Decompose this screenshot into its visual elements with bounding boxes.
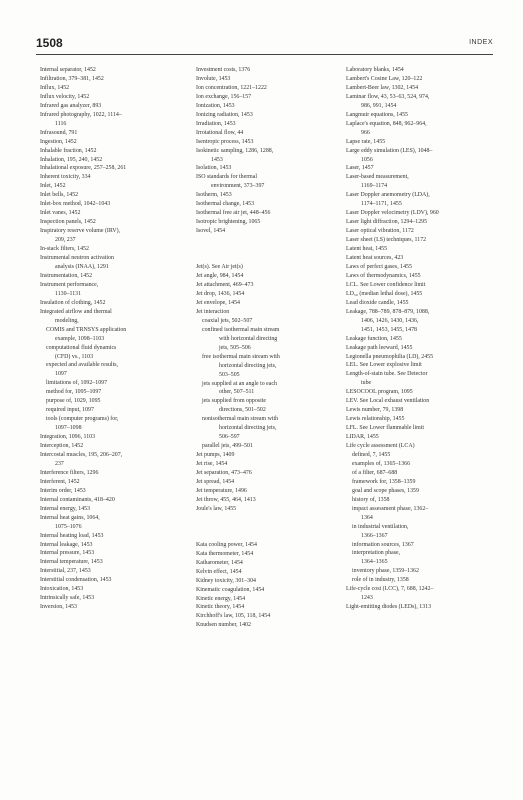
index-subentry: 1364: [361, 514, 373, 521]
index-subentry: nonisothermal main stream with: [202, 416, 279, 423]
index-entry: Kata thermometer, 1454: [196, 550, 254, 557]
index-entry: In-stack filters, 1452: [40, 246, 89, 253]
index-entry: Jet spread, 1454: [196, 478, 235, 485]
index-entry: Ionization, 1453: [196, 102, 235, 109]
index-entry: LESOCOOL program, 1095: [346, 389, 413, 396]
index-entry: LIDAR, 1455: [346, 434, 379, 441]
index-entry: Instrument performance,: [40, 281, 99, 288]
index-entry: Interstitial condensation, 1453: [40, 577, 112, 584]
index-subentry: parallel jets, 499–501: [202, 443, 253, 450]
index-subentry: (CFD) vs., 1103: [55, 353, 94, 360]
index-entry: Jet angle, 984, 1454: [196, 273, 244, 280]
index-entry: Instrumental neutron activation: [40, 255, 114, 262]
index-entry: Large eddy simulation (LES), 1048–: [346, 147, 433, 154]
index-column-2: [196, 66, 351, 630]
index-entry: Interception, 1452: [40, 443, 84, 450]
index-subentry: tube: [361, 380, 372, 387]
index-subentry: confined isothermal main stream: [202, 326, 280, 333]
index-subentry: coaxial jets, 502–507: [202, 317, 253, 324]
index-entry: Influx velocity, 1452: [40, 93, 90, 100]
index-entry: Internal pressure, 1453: [40, 550, 95, 557]
index-entry: Laser, 1457: [346, 165, 374, 172]
index-subentry: 506–597: [219, 434, 240, 441]
index-column-1: [40, 66, 195, 612]
index-entry: Ion exchange, 156–157: [196, 93, 252, 100]
index-subentry: other, 507–511: [219, 389, 255, 396]
index-subentry: in industrial ventilation,: [352, 523, 409, 530]
index-entry: Internal temperature, 1453: [40, 559, 103, 566]
index-entry: Jet interaction: [196, 308, 230, 315]
index-subentry: 966: [361, 129, 370, 136]
index-subentry: 986, 991, 1454: [361, 102, 397, 109]
index-entry: Lewis relationship, 1455: [346, 416, 405, 423]
index-subentry: impact assessment phase, 1362–: [352, 505, 429, 512]
index-entry: LFL. See Lower flammable limit: [346, 425, 425, 432]
index-entry: Laser optical vibration, 1172: [346, 228, 414, 235]
index-entry: Isokinetic sampling, 1286, 1288,: [196, 147, 274, 154]
index-subentry: method for, 1095–1097: [46, 389, 102, 396]
index-entry: Laws of thermodynamics, 1455: [346, 272, 421, 279]
index-subentry: history of, 1358: [352, 496, 390, 503]
index-subentry: 1097: [55, 371, 67, 378]
index-entry: LD₅₀ (median lethal dose), 1455: [346, 290, 423, 297]
index-entry: Inlet vanes, 1452: [40, 210, 81, 217]
letter-section-gap: [196, 532, 351, 541]
index-entry: Interstitial, 237, 1453: [40, 568, 91, 575]
index-entry: Internal energy, 1453: [40, 505, 91, 512]
index-entry: Laser Doppler anemometry (LDA),: [346, 192, 430, 199]
index-subentry: 237: [55, 460, 64, 467]
index-entry: Jet envelope, 1454: [196, 299, 241, 306]
index-entry: Instrumentation, 1452: [40, 272, 93, 279]
index-subentry: expected and available results,: [46, 362, 118, 369]
index-entry: Isotherm, 1453: [196, 192, 232, 199]
index-subentry: with horizontal directing: [219, 335, 278, 342]
index-subentry: 1169–1174: [361, 183, 388, 190]
index-entry: Laser-based measurement,: [346, 174, 409, 181]
index-entry: Jet rise, 1454: [196, 461, 228, 468]
index-entry: LEV. See Local exhaust ventilation: [346, 398, 430, 405]
index-entry: Internal contaminants, 418–420: [40, 496, 115, 503]
index-subentry: examples of, 1365–1366: [352, 460, 411, 467]
index-subentry: goal and scope phases, 1359: [352, 487, 419, 494]
index-entry: Legionella pneumophilia (LD), 2455: [346, 353, 434, 360]
index-entry: Jet pumps, 1409: [196, 452, 235, 459]
index-subentry: 1451, 1453, 1455, 1478: [361, 326, 417, 333]
index-subentry: 1075–1076: [55, 523, 82, 530]
index-entry: Integration, 1096, 1103: [40, 434, 96, 441]
index-entry: LEL. See Lower explosive limit: [346, 362, 422, 369]
index-entry: Kinetic theory, 1454: [196, 604, 245, 611]
index-entry: Kata cooling power, 1454: [196, 541, 257, 548]
index-subentry: 1097–1098: [55, 425, 82, 432]
index-entry: Life-cycle cost (LCC), 7, 688, 1242–: [346, 586, 434, 593]
index-entry: Laminar flow, 43, 53–63, 524, 974,: [346, 93, 430, 100]
index-subentry: inventory phase, 1359–1362: [352, 568, 419, 575]
index-subentry: interpretation phase,: [352, 550, 401, 557]
index-entry: Internal leakage, 1453: [40, 541, 93, 548]
letter-section-gap: [196, 523, 351, 532]
index-entry: Lapse rate, 1455: [346, 138, 386, 145]
index-entry: Lead dioxide candle, 1455: [346, 299, 409, 306]
index-subentry: horizontal directing jets,: [219, 425, 277, 432]
header-rule: [36, 54, 493, 55]
index-entry: Inspection panels, 1452: [40, 219, 96, 226]
page-header: [36, 34, 493, 54]
index-entry: Isentropic process, 1453: [196, 138, 254, 145]
index-entry: Isolation, 1453: [196, 165, 232, 172]
index-entry: Involute, 1453: [196, 75, 231, 82]
index-entry: Latent heat sources, 423: [346, 255, 404, 262]
index-entry: Lambert's Cosine Law, 120–122: [346, 75, 423, 82]
index-entry: Interim order, 1453: [40, 487, 86, 494]
index-entry: Kinematic coagulation, 1454: [196, 586, 265, 593]
letter-section-gap: [196, 245, 351, 254]
index-subentry: 1174–1171, 1455: [361, 201, 402, 208]
index-entry: Latent heat, 1455: [346, 246, 388, 253]
index-column-3: [346, 66, 501, 612]
index-subentry: 1056: [361, 156, 373, 163]
index-entry: Kirchhoff's law, 105, 118, 1454: [196, 613, 271, 620]
index-entry: Inhalational exposure, 257–258, 261: [40, 165, 127, 172]
index-subentry: purpose of, 1029, 1095: [46, 398, 101, 405]
index-entry: Isovel, 1454: [196, 228, 226, 235]
index-entry: Internal heating load, 1453: [40, 532, 104, 539]
index-subentry: 1243: [361, 595, 373, 602]
index-subentry: limitations of, 1092–1097: [46, 380, 108, 387]
index-subentry: jets, 505–506: [219, 344, 251, 351]
index-subentry: computational fluid dynamics: [46, 344, 117, 351]
index-entry: Inversion, 1453: [40, 604, 77, 611]
index-subentry: 1453: [211, 156, 223, 163]
index-entry: Infrasound, 791: [40, 129, 78, 136]
index-entry: Lambert-Beer law, 1302, 1454: [346, 84, 419, 91]
index-entry: Intoxication, 1453: [40, 586, 84, 593]
index-entry: Inhalation, 195, 240, 1452: [40, 156, 103, 163]
index-entry: Kidney toxicity, 301–304: [196, 577, 256, 584]
index-entry: Laser light diffraction, 1294–1295: [346, 219, 428, 226]
index-subentry: horizontal directing jets,: [219, 362, 277, 369]
index-subentry: role of in industry, 1358: [352, 577, 409, 584]
index-entry: Langmuir equations, 1455: [346, 111, 409, 118]
index-entry: Leakage path leeward, 1455: [346, 344, 413, 351]
index-subentry: directions, 501–502: [219, 407, 266, 414]
index-entry: Leakage function, 1455: [346, 335, 402, 342]
index-subentry: defined, 7, 1455: [352, 451, 391, 458]
index-entry: Inlet, 1452: [40, 183, 66, 190]
index-subentry: 503–505: [219, 371, 240, 378]
index-entry: Light-emitting diodes (LEDs), 1313: [346, 604, 432, 611]
index-entry: Intrinsically safe, 1453: [40, 595, 95, 602]
index-entry: Jet(s). See Air jet(s): [196, 264, 243, 271]
index-entry: Laboratory blanks, 1454: [346, 67, 404, 73]
index-entry: ISO standards for thermal: [196, 174, 258, 181]
index-entry: Inlet-box method, 1042–1043: [40, 201, 111, 208]
index-subentry: 1116: [55, 120, 67, 127]
index-entry: Infrared photography, 1022, 1114–: [40, 111, 122, 118]
running-head: INDEX: [469, 39, 493, 46]
index-entry: Knudsen number, 1402: [196, 622, 251, 629]
index-entry: Inhalable fraction, 1452: [40, 147, 97, 154]
index-subentry: modeling,: [55, 317, 79, 324]
index-entry: Jet attachment, 469–473: [196, 282, 254, 289]
page-number: 1508: [36, 36, 63, 50]
index-subentry: free isothermal main stream with: [202, 353, 280, 360]
index-subentry: analysis (INAA), 1291: [55, 263, 109, 270]
index-entry: Laplace's equation, 848, 962–964,: [346, 120, 427, 127]
index-subentry: 1130–1131: [55, 290, 82, 297]
index-subentry: 1366–1367: [361, 532, 388, 539]
index-entry: Influx, 1452: [40, 84, 70, 91]
index-entry: Lewis number, 79, 1398: [346, 407, 404, 414]
index-entry: Katharometer, 1454: [196, 559, 243, 566]
index-entry: Laws of perfect gases, 1455: [346, 263, 412, 270]
letter-section-gap: [196, 254, 351, 263]
index-entry: Intercostal muscles, 195, 206–207,: [40, 451, 123, 458]
index-subentry: environment, 373–397: [211, 183, 265, 190]
index-subentry: COMIS and TRNSYS application: [46, 326, 127, 333]
index-entry: Insulation of clothing, 1452: [40, 299, 106, 306]
index-subentry: framework for, 1358–1359: [352, 478, 416, 485]
index-entry: Jet separation, 473–476: [196, 470, 252, 477]
index-entry: Jet temperature, 1496: [196, 487, 247, 494]
index-subentry: information sources, 1367: [352, 541, 414, 548]
letter-section-gap: [196, 514, 351, 523]
index-entry: Integrated airflow and thermal: [40, 308, 112, 315]
index-entry: Laser sheet (LS) techniques, 1172: [346, 237, 427, 244]
index-entry: Internal separator, 1452: [40, 67, 96, 73]
index-subentry: jets supplied from opposite: [202, 398, 266, 405]
index-entry: Irrotational flow, 44: [196, 129, 244, 136]
index-entry: Investment costs, 1376: [196, 67, 251, 73]
index-entry: Life cycle assessment (LCA): [346, 443, 415, 450]
index-subentry: example, 1098–1103: [55, 335, 105, 342]
index-entry: Infiltration, 379–381, 1452: [40, 75, 104, 82]
index-entry: LCL. See Lower confidence limit: [346, 281, 426, 288]
index-entry: Interference filters, 1296: [40, 469, 99, 476]
index-subentry: 209, 237: [55, 237, 76, 244]
index-subentry: tools (computer programs) for,: [46, 416, 119, 423]
index-entry: Kelvin effect, 1454: [196, 568, 242, 575]
index-entry: Joule's law, 1455: [196, 505, 237, 512]
index-subentry: required input, 1097: [46, 407, 94, 414]
index-entry: Ionizing radiation, 1453: [196, 111, 253, 118]
index-entry: Laser Doppler velocimetry (LDV), 960: [346, 210, 439, 217]
index-entry: Kinetic energy, 1454: [196, 595, 246, 602]
index-entry: Inherent toxicity, 334: [40, 174, 91, 181]
index-subentry: 1364–1365: [361, 559, 388, 566]
index-entry: Interferent, 1452: [40, 478, 80, 485]
index-subentry: of a filter, 687–688: [352, 469, 398, 476]
index-subentry: jets supplied at an angle to each: [202, 380, 277, 387]
letter-section-gap: [196, 236, 351, 245]
index-entry: Jet throw, 455, 464, 1413: [196, 496, 256, 503]
index-entry: Infrared gas analyzer, 893: [40, 102, 102, 109]
index-entry: Isothermal change, 1453: [196, 201, 255, 208]
index-entry: Internal heat gains, 1064,: [40, 514, 100, 521]
index-subentry: 1406, 1426, 1430, 1436,: [361, 317, 419, 324]
index-entry: Isotropic brightening, 1065: [196, 219, 261, 226]
index-entry: Leakage, 788–789, 878–879, 1088,: [346, 308, 430, 315]
index-entry: Jet drop, 1436, 1454: [196, 290, 245, 297]
index-entry: Length-of-stain tube. See Detector: [346, 371, 428, 378]
index-entry: Inspiratory reserve volume (IRV),: [40, 228, 121, 235]
index-entry: Irradiation, 1453: [196, 120, 236, 127]
index-entry: Inlet bells, 1452: [40, 192, 79, 199]
index-entry: Ingestion, 1452: [40, 138, 77, 145]
index-entry: Isothermal free air jet, 448–456: [196, 210, 271, 217]
index-entry: Ion concentration, 1221–1222: [196, 84, 267, 91]
